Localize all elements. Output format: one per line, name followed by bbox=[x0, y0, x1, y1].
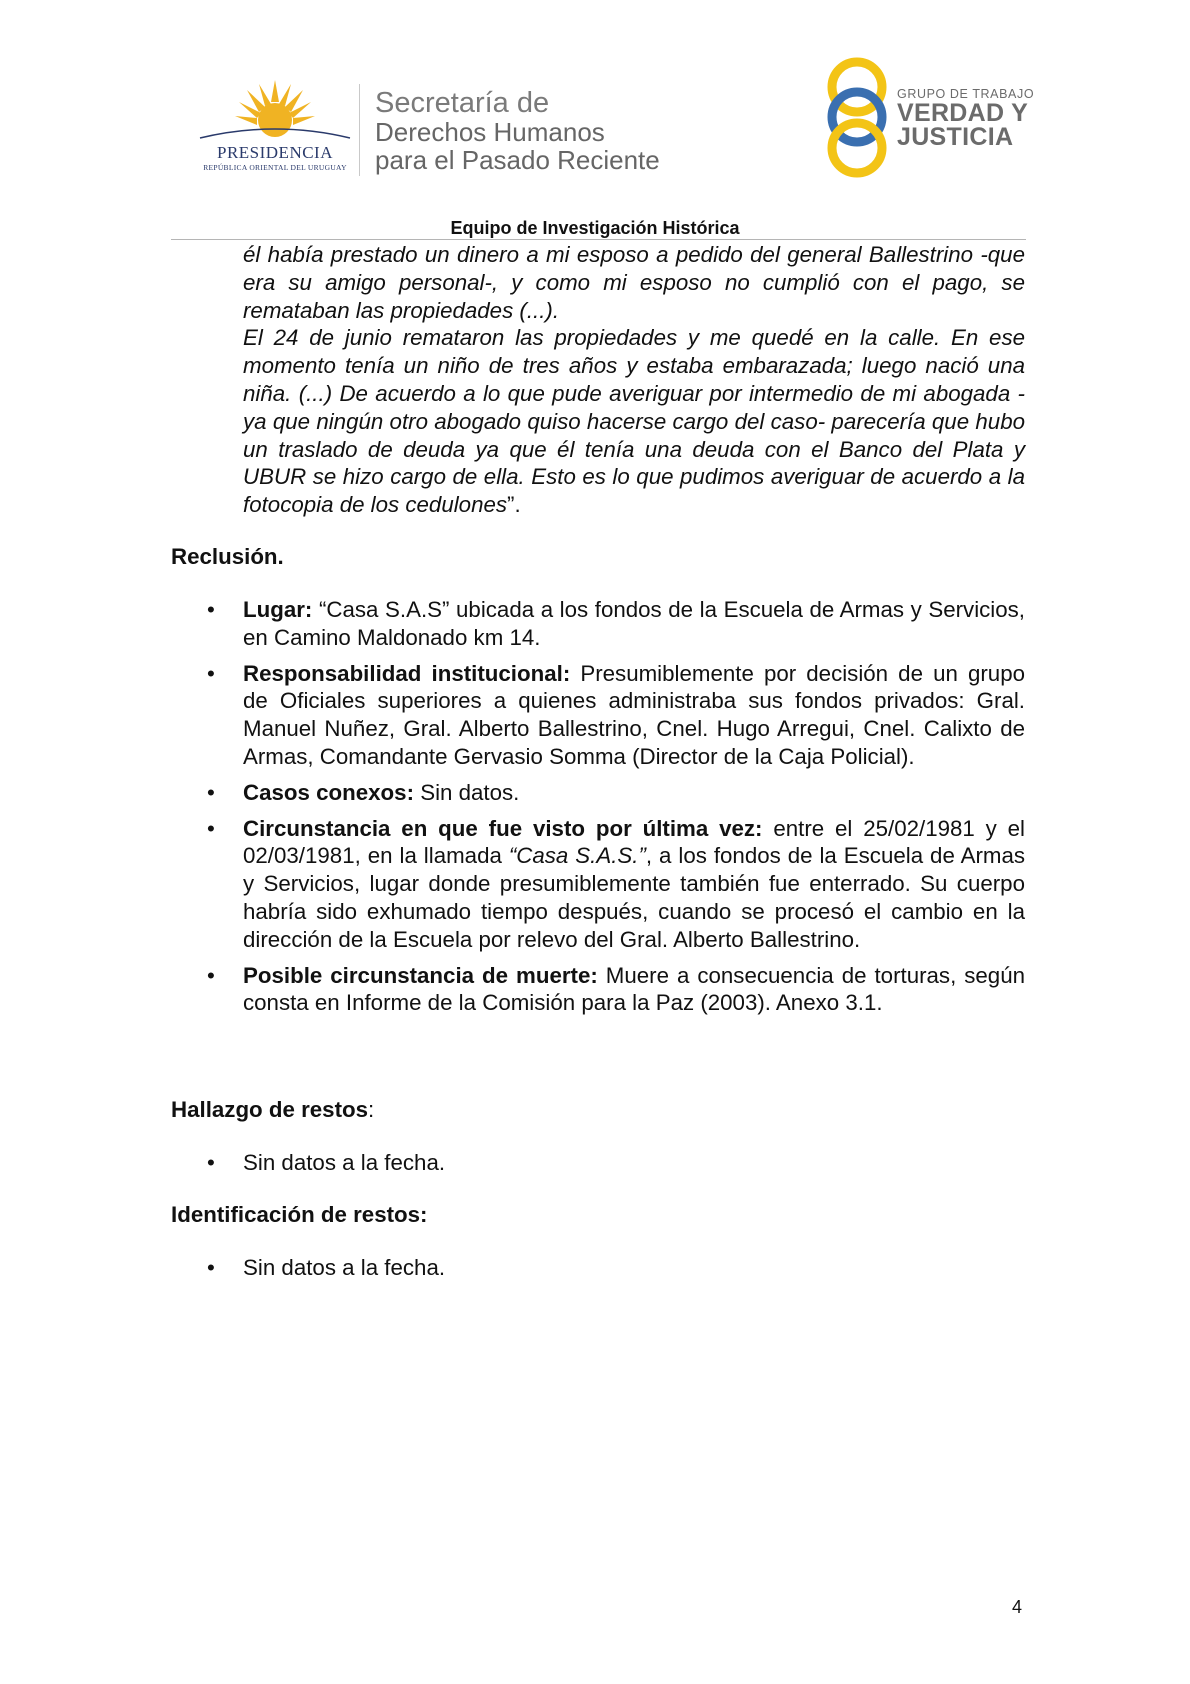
secretaria-line3: para el Pasado Reciente bbox=[375, 145, 660, 175]
grupo-de-trabajo-label: GRUPO DE TRABAJO bbox=[897, 87, 1035, 101]
hallazgo-heading bbox=[171, 1097, 374, 1123]
quote-paragraph-2-text: El 24 de junio remataron las propiedades y me quedé en la calle. En ese momento tenía un niño de tres años y estaba embarazada; luego nació una niña. (...) De acuerdo a lo que pude averiguar por intermedio de mi abogada -ya que ningún otro abogado quiso hacerse cargo del caso- parecería que hubo un traslado de deuda ya que él tenía una deuda con el Banco del Plata y UBUR se hizo cargo de ella. Esto es lo que pudimos averiguar de acuerdo a la fotocopia de los cedulones bbox=[243, 325, 1025, 518]
section-title: Equipo de Investigación Histórica bbox=[450, 218, 740, 238]
item-text: Muere a consecuencia de torturas, según consta en Informe de la Comisión para la Paz (2003). Anexo 3.1. bbox=[243, 962, 1025, 1016]
list-item bbox=[207, 1149, 1025, 1177]
item-label: Posible circunstancia de muerte: bbox=[243, 962, 598, 988]
bullet-icon: • bbox=[207, 815, 215, 841]
bullet-icon: • bbox=[207, 1150, 215, 1175]
secretaria-logo-text bbox=[375, 88, 660, 174]
list-item bbox=[207, 660, 1026, 771]
item-label: Lugar: bbox=[243, 597, 313, 622]
presidencia-name: PRESIDENCIA bbox=[216, 143, 333, 162]
hallazgo-heading-colon: : bbox=[368, 1097, 375, 1122]
item-text: Sin datos. bbox=[414, 779, 520, 805]
item-text-continued: , a los fondos de la Escuela de Armas y Servicios, lugar donde presumiblemente también fue enterrado. Su cuerpo habría sido exhumado tiempo después, cuando se procesó el cambio en la dirección de la Escuela por relevo del Gral. Alberto Ballestrino. bbox=[243, 843, 1025, 952]
item-text-italic: “Casa S.A.S.” bbox=[508, 843, 646, 869]
secretaria-line2: Derechos Humanos bbox=[375, 117, 605, 147]
list-item bbox=[207, 1254, 1025, 1282]
item-label: Casos conexos: bbox=[243, 779, 415, 805]
bullet-icon: • bbox=[207, 597, 215, 622]
reclusion-list bbox=[207, 596, 1026, 1025]
list-item bbox=[207, 962, 1025, 1018]
page-number: 4 bbox=[1012, 1597, 1023, 1617]
item-text: “Casa S.A.S” ubicada a los fondos de la Escuela de Armas y Servicios, en Camino Maldonado km 14. bbox=[243, 597, 1025, 650]
quote-paragraph-2 bbox=[243, 324, 1025, 519]
quote-paragraph-1: él había prestado un dinero a mi esposo a pedido del general Ballestrino -que era su amigo personal-, y como mi esposo no cumplió con el pago, se remataban las propiedades (...). bbox=[243, 242, 1025, 323]
justicia-line: JUSTICIA bbox=[897, 123, 1014, 151]
header-divider bbox=[171, 239, 1026, 240]
list-item bbox=[207, 596, 1025, 652]
item-text: Presumiblemente por decisión de un grupo de Oficiales superiores a quienes administraba sus fondos privados: Gral. Manuel Nuñez, Gral. Alberto Ballestrino, Cnel. Hugo Arregui, Cnel. Calixto de Armas, Comandante Gervasio Somma (Director de la Caja Policial). bbox=[243, 660, 1026, 769]
item-text: Sin datos a la fecha. bbox=[243, 1150, 446, 1175]
verdad-justicia-rings-logo bbox=[822, 55, 892, 180]
presidencia-subtitle: REPÚBLICA ORIENTAL DEL URUGUAY bbox=[203, 163, 347, 172]
item-text: entre el 25/02/1981 y el 02/03/1981, en la llamada bbox=[243, 815, 1025, 869]
verdad-justicia-title bbox=[897, 101, 1028, 149]
bullet-icon: • bbox=[207, 779, 215, 805]
secretaria-line1: Secretaría de bbox=[375, 87, 550, 119]
identificacion-heading: Identificación de restos: bbox=[171, 1202, 428, 1227]
item-text: Sin datos a la fecha. bbox=[243, 1255, 446, 1280]
list-item bbox=[207, 779, 1025, 807]
bullet-icon: • bbox=[207, 1255, 215, 1280]
testimony-quote bbox=[243, 241, 1025, 519]
item-label: Circunstancia en que fue visto por última vez: bbox=[243, 815, 763, 841]
quote-closing: ”. bbox=[507, 492, 521, 518]
hallazgo-list bbox=[207, 1149, 1025, 1185]
logo-divider bbox=[359, 84, 360, 176]
reclusion-heading: Reclusión. bbox=[171, 544, 284, 569]
verdad-line: VERDAD Y bbox=[897, 99, 1029, 127]
identificacion-list bbox=[207, 1254, 1025, 1290]
bullet-icon: • bbox=[207, 660, 215, 686]
list-item bbox=[207, 815, 1025, 954]
bullet-icon: • bbox=[207, 962, 215, 988]
hallazgo-heading-text: Hallazgo de restos bbox=[171, 1097, 369, 1122]
item-label: Responsabilidad institucional: bbox=[243, 660, 571, 686]
